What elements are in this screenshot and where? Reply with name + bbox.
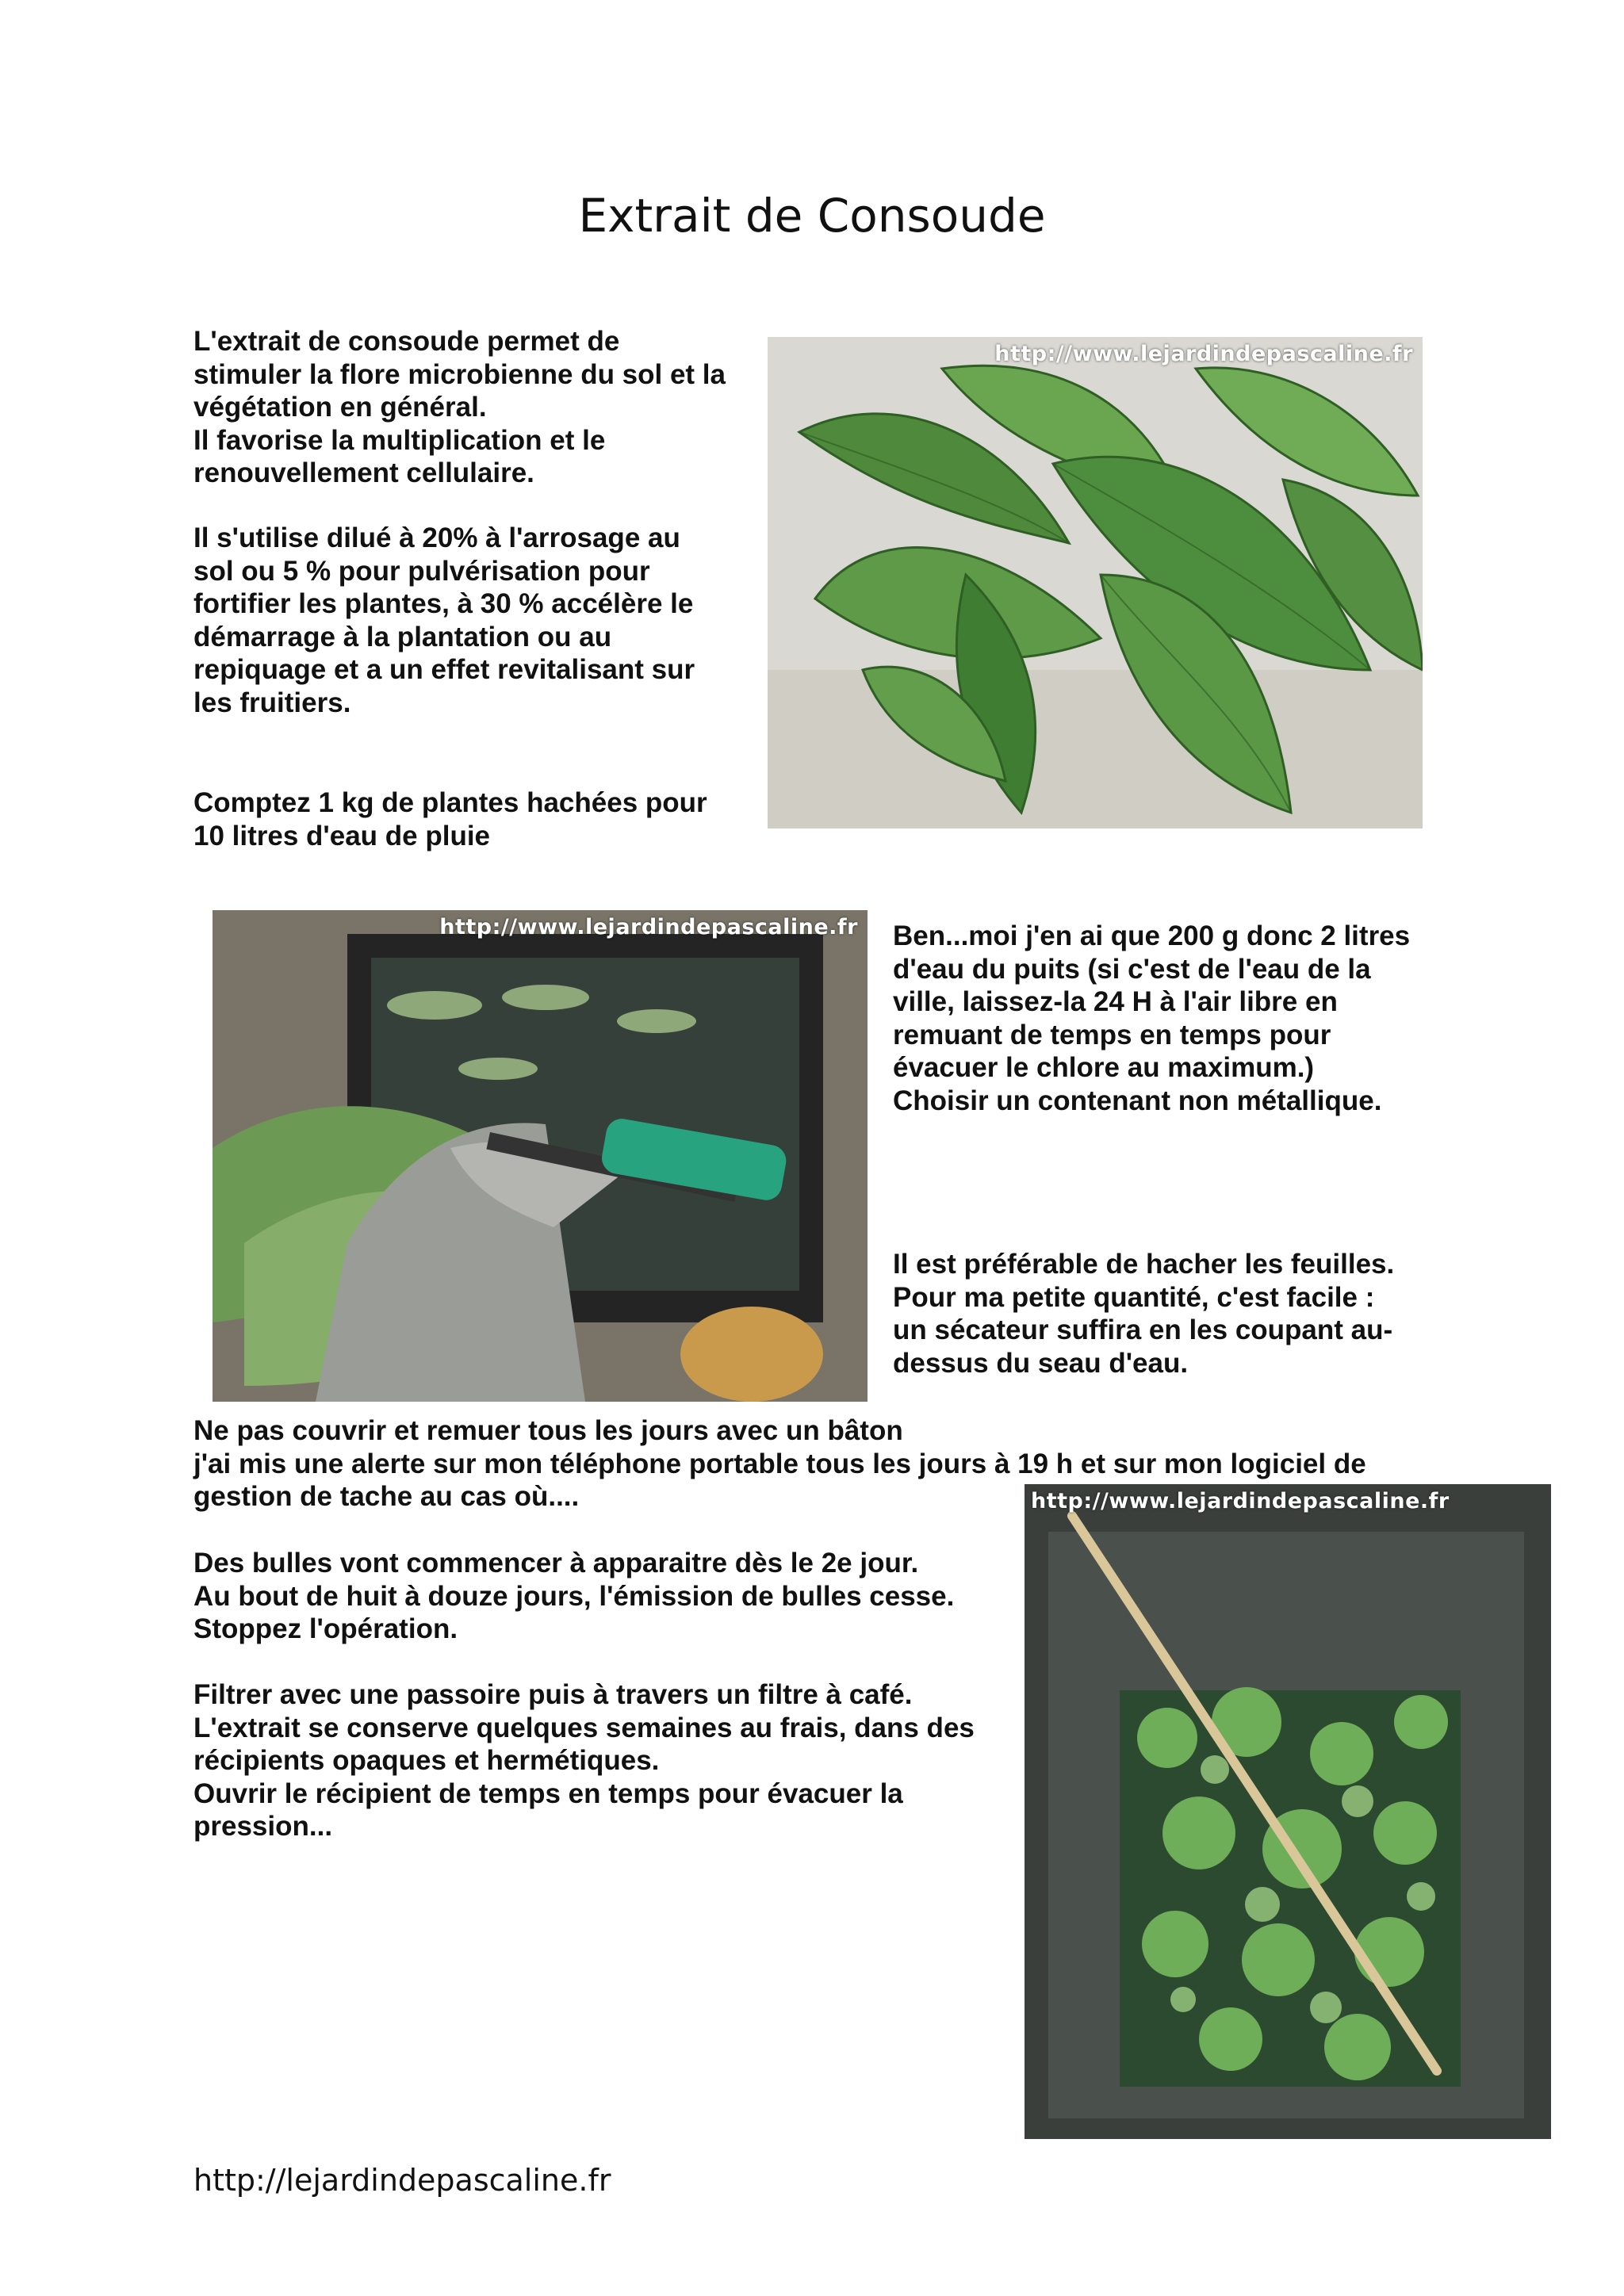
comfrey-leaves-photo bbox=[768, 337, 1423, 828]
page-title: Extrait de Consoude bbox=[578, 189, 1046, 243]
intro-paragraph-2: Il s'utilise dilué à 20% à l'arrosage au sol ou 5 % pour pulvérisation pour fortifier les plantes, à 30 % accélère le démarrage à la plantation ou au repiquage et a un effet revitalisant sur les fruitiers. bbox=[193, 522, 695, 718]
lower-paragraph-2: Des bulles vont commencer à apparaitre dès le 2e jour. Au bout de huit à douze jours, l'émission de bulles cesse. Stoppez l'opération. bbox=[193, 1548, 955, 1644]
footer-link[interactable]: http://lejardindepascaline.fr bbox=[193, 2163, 611, 2198]
leaves-photo-watermark: http://www.lejardindepascaline.fr bbox=[994, 342, 1413, 366]
intro-paragraph-3: Comptez 1 kg de plantes hachées pour 10 litres d'eau de pluie bbox=[193, 787, 707, 851]
lower-paragraph-3: Filtrer avec une passoire puis à travers un filtre à café. L'extrait se conserve quelques semaines au frais, dans des récipients opaques et hermétiques. Ouvrir le récipient de temps en temps pour évacuer la pression... bbox=[193, 1679, 975, 1842]
bucket-stirring-photo bbox=[1025, 1484, 1551, 2139]
cutting-photo-watermark: http://www.lejardindepascaline.fr bbox=[439, 915, 858, 939]
middle-paragraph-1: Ben...moi j'en ai que 200 g donc 2 litres d'eau du puits (si c'est de l'eau de la ville, laissez-la 24 H à l'air libre en remuant de temps en temps pour évacuer le chlore au maximum.) Choisir un contenant non métallique. bbox=[893, 920, 1411, 1116]
lower-paragraph-1: Ne pas couvrir et remuer tous les jours avec un bâton j'ai mis une alerte sur mon téléphone portable tous les jours à 19 h et sur mon logiciel de gestion de tache au cas où.... bbox=[193, 1415, 1366, 1512]
middle-paragraph-2: Il est préférable de hacher les feuilles. Pour ma petite quantité, c'est facile : un sécateur suffira en les coupant au- dessus du seau d'eau. bbox=[893, 1249, 1395, 1379]
intro-paragraph-1: L'extrait de consoude permet de stimuler la flore microbienne du sol et la végétation en général. Il favorise la multiplication et le renouvellement cellulaire. bbox=[193, 326, 726, 488]
bucket-photo-watermark: http://www.lejardindepascaline.fr bbox=[1031, 1489, 1450, 1513]
cutting-leaves-photo bbox=[213, 910, 868, 1402]
